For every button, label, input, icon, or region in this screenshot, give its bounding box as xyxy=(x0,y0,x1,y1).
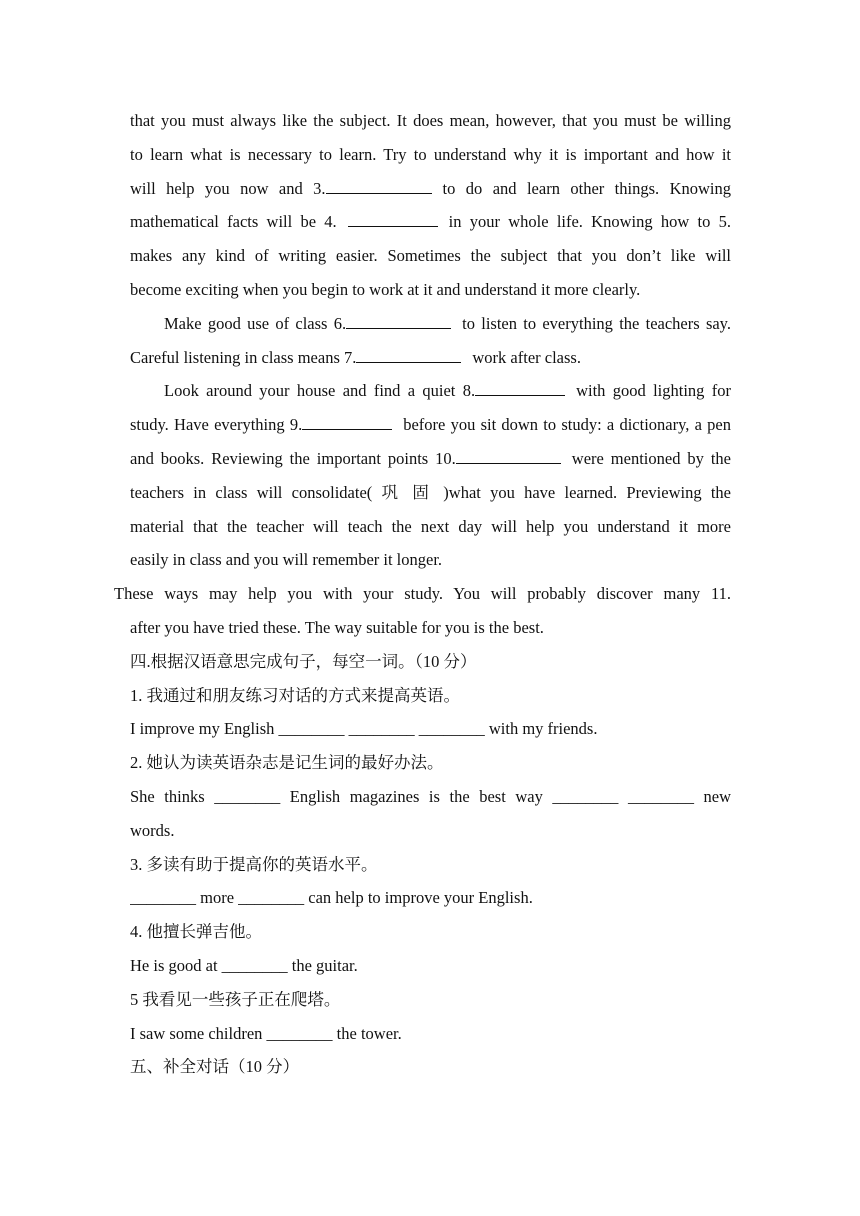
passage-line: to learn what is necessary to learn. Try to understand why it is important and how it xyxy=(130,144,731,164)
passage-line: makes any kind of writing easier. Sometimes the subject that you don’t like will xyxy=(130,246,731,266)
passage-line: that you must always like the subject. It does mean, however, that you must be willing xyxy=(130,111,731,130)
passage-line xyxy=(130,307,731,341)
answer-blank-10[interactable] xyxy=(456,449,561,464)
question-english[interactable]: ________ more ________ can help to improve your English. xyxy=(130,888,533,908)
passage-text: and books. Reviewing the important points 10. xyxy=(130,448,456,468)
passage-text: work after class. xyxy=(472,347,581,367)
answer-blank-3[interactable] xyxy=(326,179,432,194)
passage-line: teachers in class will consolidate( 巩 固 )what you have learned. Previewing the xyxy=(130,482,731,502)
question-chinese: 1. 我通过和朋友练习对话的方式来提高英语。 xyxy=(130,685,460,705)
answer-blank-9[interactable] xyxy=(302,415,392,430)
passage-line xyxy=(130,442,731,476)
passage-text: Careful listening in class means 7. xyxy=(130,347,357,367)
passage-text: will help you now and 3. xyxy=(130,178,326,198)
passage-line xyxy=(130,341,731,375)
question-chinese: 4. 他擅长弹吉他。 xyxy=(130,922,262,942)
answer-blank-4[interactable] xyxy=(348,212,438,227)
page-content xyxy=(114,104,731,1084)
passage-text: study. Have everything 9. xyxy=(130,415,303,435)
passage-line: become exciting when you begin to work at it and understand it more clearly. xyxy=(130,279,641,299)
passage-text: were mentioned by the xyxy=(571,448,731,468)
question-chinese: 2. 她认为读英语杂志是记生词的最好办法。 xyxy=(130,753,444,773)
section-heading: 四.根据汉语意思完成句子，每空一词。（10 分） xyxy=(130,651,477,671)
passage-line xyxy=(130,172,731,206)
question-english[interactable]: I improve my English ________ ________ ________ with my friends. xyxy=(130,719,598,739)
question-chinese: 3. 多读有助于提高你的英语水平。 xyxy=(130,854,378,874)
passage-text: Look around your house and find a quiet 8. xyxy=(164,381,476,401)
passage-text: before you sit down to study: a dictionary, a pen xyxy=(403,415,731,435)
passage-line xyxy=(130,374,731,408)
question-chinese: 5 我看见一些孩子正在爬塔。 xyxy=(130,989,341,1009)
section-heading: 五、补全对话（10 分） xyxy=(130,1057,300,1077)
passage-text: to listen to everything the teachers say. xyxy=(462,313,731,333)
passage-text: mathematical facts will be 4. xyxy=(130,212,337,232)
answer-blank-8[interactable] xyxy=(475,381,565,396)
answer-blank-7[interactable] xyxy=(356,348,461,363)
passage-line xyxy=(130,205,731,239)
answer-blank-6[interactable] xyxy=(346,314,451,329)
passage-line: after you have tried these. The way suitable for you is the best. xyxy=(130,617,544,637)
passage-text: in your whole life. Knowing how to 5. xyxy=(448,212,731,232)
question-english: words. xyxy=(130,820,175,840)
passage-text: to do and learn other things. Knowing xyxy=(442,178,731,198)
question-english[interactable]: She thinks ________ English magazines is the best way ________ ________ new xyxy=(130,786,731,806)
passage-line: These ways may help you with your study. You will probably discover many 11. xyxy=(114,584,731,604)
passage-text: with good lighting for xyxy=(576,381,731,401)
passage-line xyxy=(130,408,731,442)
question-english[interactable]: I saw some children ________ the tower. xyxy=(130,1023,402,1043)
passage-line: material that the teacher will teach the next day will help you understand it more xyxy=(130,516,731,536)
question-english[interactable]: He is good at ________ the guitar. xyxy=(130,955,358,975)
passage-text: Make good use of class 6. xyxy=(164,313,347,333)
passage-line: easily in class and you will remember it longer. xyxy=(130,550,443,570)
